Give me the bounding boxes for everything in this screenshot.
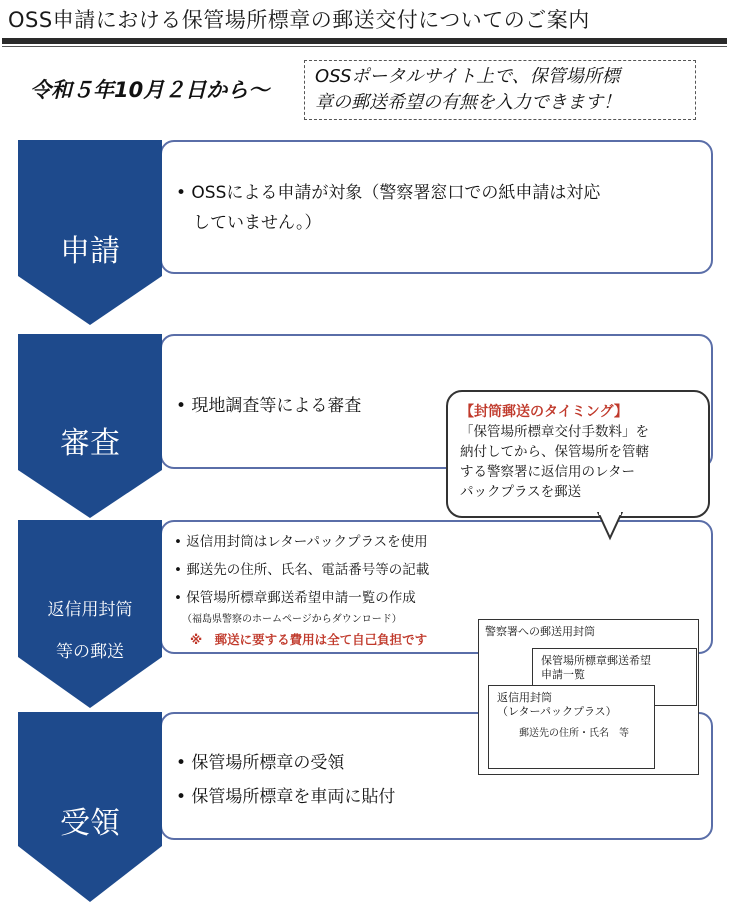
- application-bullet-1-cont: していません。）: [176, 213, 322, 233]
- return-envelope-label-3: 郵送先の住所・氏名 等: [519, 728, 629, 739]
- return-envelope-label-1: 返信用封筒: [497, 691, 552, 704]
- police-envelope-label: 警察署への郵送用封筒: [485, 625, 595, 638]
- request-list-label-1: 保管場所標章郵送希望: [541, 654, 651, 667]
- notice-line-1: OSSポータルサイト上で、保管場所標: [315, 66, 620, 87]
- receipt-bullet-2: • 保管場所標章を車両に貼付: [176, 787, 396, 807]
- page-title: OSS申請における保管場所標章の郵送交付についてのご案内: [8, 8, 590, 32]
- step-label-application: 申請: [60, 234, 120, 269]
- callout-line-1: 「保管場所標章交付手数料」を: [460, 424, 649, 440]
- return-envelope-label-2: （レターパックプラス）: [497, 705, 617, 718]
- return-envelope: [488, 685, 655, 769]
- cost-warning: ※ 郵送に要する費用は全て自己負担です: [190, 632, 428, 647]
- envelope-bullet-2: • 郵送先の住所、氏名、電話番号等の記載: [174, 562, 430, 578]
- envelope-bullet-3: • 保管場所標章郵送希望申請一覧の作成: [174, 590, 416, 606]
- callout-tail: [596, 512, 628, 542]
- review-bullet-1: • 現地調査等による審査: [176, 396, 362, 416]
- callout-line-3: する警察署に返信用のレター: [460, 464, 635, 480]
- step-label-receipt: 受領: [60, 806, 120, 841]
- request-list-label-2: 申請一覧: [541, 668, 585, 681]
- application-bullet-1: • OSSによる申請が対象（警察署窓口での紙申請は対応: [176, 183, 601, 203]
- callout-title: 【封筒郵送のタイミング】: [460, 404, 628, 420]
- download-note: （福島県警察のホームページからダウンロード）: [182, 614, 402, 625]
- timing-callout: [446, 390, 710, 518]
- step-label-envelope-2: 等の郵送: [56, 642, 124, 662]
- notice-line-2: 章の郵送希望の有無を入力できます！: [315, 92, 621, 113]
- step-label-envelope-1: 返信用封筒: [47, 600, 133, 620]
- start-date: 令和５年10月２日から～: [30, 78, 270, 102]
- callout-line-4: パックプラスを郵送: [460, 484, 582, 500]
- step-label-review: 審査: [60, 426, 120, 461]
- envelope-bullet-1: • 返信用封筒はレターパックプラスを使用: [174, 534, 428, 550]
- callout-line-2: 納付してから、保管場所を管轄: [460, 444, 649, 460]
- receipt-bullet-1: • 保管場所標章の受領: [176, 753, 345, 773]
